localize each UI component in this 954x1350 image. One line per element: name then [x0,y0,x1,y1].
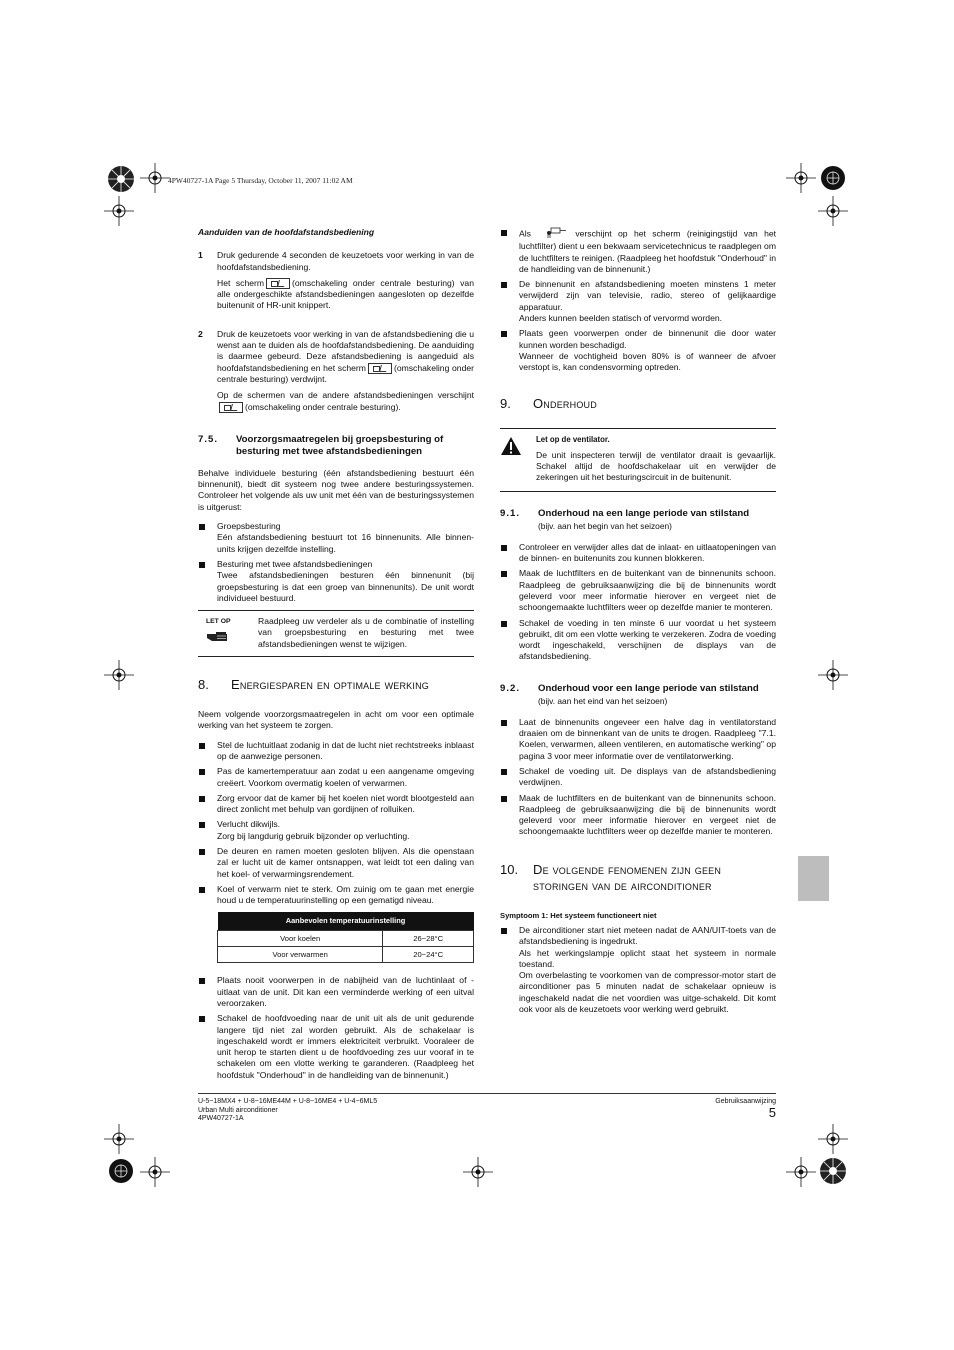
step-text: Druk gedurende 4 seconden de keuzetoets voor werking in van de hoofdafstandsbediening. [217,250,474,272]
list-item: Besturing met twee afstandsbedieningen Twee afstandsbedieningen besturen één binnenunit (bij groepsbesturing is dat een groep van binnenunits). De unit wordt individueel bestuurd. [198,559,474,604]
section-9-1-heading: 9.1. Onderhoud na een lange periode van stilstand (bijv. aan het begin van het seizoen) [500,507,750,531]
symptom-title: Symptoom 1: Het systeem functioneert niet [500,910,657,920]
list-item: De deuren en ramen moeten gesloten blijven. Als die openstaan zal er lucht uit de kamer ontsnappen, wat leidt tot een daling van het koel- of verwarmingsrendement. [198,846,474,880]
step-number: 1 [198,250,203,261]
footer-doc-title: Gebruiksaanwijzing [715,1098,776,1105]
registration-mark-crosshair-top-left-outer [104,162,138,196]
step-1 [198,250,474,316]
list-item: De airconditioner start niet meteen nadat de AAN/UIT-toets van de afstandsbediening is ingedrukt. Als het werkingslampje oplicht staat het systeem in normale toestand. Om overbelasting te voorkomen van de compressor-motor start de airconditioner pas 5 minuten nadat de schakelaar opnieuw is ingeschakeld nadat die net voordien was uitge-schakeld. Dit komt ook voor als de keuzetoets voor werking werd gebruikt. [500,925,776,1015]
list-item: Zorg ervoor dat de kamer bij het koelen niet wordt blootgesteld aan direct zonlicht met behulp van gordijnen of rolluiken. [198,793,474,816]
registration-mark-crosshair-bottom-center [463,1157,493,1187]
filter-cleaning-icon [545,227,567,241]
list-item: De binnenunit en afstandsbediening moeten minstens 1 meter verwijderd zijn van televisie, radio, stereo of gelijkaardige apparatuur. Anders kunnen beelden statisch of vervormd worden. [500,279,776,324]
list-item: Controleer en verwijder alles dat de inlaat- en uitlaatopeningen van de binnen- en buitenunits zou kunnen blokkeren. [500,542,776,565]
warning-triangle-icon [500,434,536,484]
section-10-heading: 10. De volgende fenomenen zijn geen storingen van de airconditioner [500,861,722,893]
footer-doc-info [715,1098,776,1120]
list-item: Schakel de voeding in ten minste 6 uur voordat u het systeem gebruikt, dit om een vlotte werking te verzekeren. Zodra de voeding wordt ingeschakeld, verschijnen de displays van de afstandsbediening. [500,618,776,663]
table-row: Voor koelen 26~28°C [218,930,474,946]
registration-mark-crosshair-right-middle [818,660,848,690]
footer-code: 4PW40727-1A [198,1115,244,1123]
footer-divider [198,1093,776,1094]
table-header: Aanbevolen temperatuurinstelling [218,912,474,930]
list-item: Maak de luchtfilters en de buitenkant van de binnenunits schoon. Raadpleeg de gebruiksaanwijzing die bij de binnenunits wordt geleverd voor meer informatie hierover en vergeet niet de schoongemaakte luchtfilters weer op dezelfde manier te monteren. [500,793,776,838]
table-row: Voor verwarmen 20~24°C [218,947,474,963]
pointing-hand-icon [206,630,258,646]
paragraph: Behalve individuele besturing (één afstandsbediening bestuurt één binnenunit), biedt dit systeem nog twee andere besturingssystemen. Controleer het volgende als uw unit met één van de besturingssystemen is uitgerust: [198,467,474,512]
list-item: Pas de kamertemperatuur aan zodat u een aangename omgeving creëert. Voorkom overmatig koelen of verwarmen. [198,766,474,789]
bullet-list [500,925,776,1015]
registration-mark-crosshair-right-lower [818,1124,848,1154]
left-column [198,227,474,1087]
registration-mark-crosshair-left-upper [104,196,134,226]
footer-model: U-5~18MX4 + U-8~16ME44M + U-8~16ME4 + U-4~6ML5 [198,1098,378,1105]
list-item: Laat de binnenunits ongeveer een halve dag in ventilatorstand draaien om de binnenkant van de units te drogen. Raadpleeg "7.1. Koelen, verwarmen, alleen ventileren, en automatische werking" op pagina 3 voor meer informatie over de ventilatorwerking. [500,717,776,762]
list-item: Groepsbesturing Eén afstandsbediening bestuurt tot 16 binnenunits. Alle binnen-units krijgen dezelfde instelling. [198,521,474,555]
recommended-temperature-table [217,912,474,963]
registration-mark-crosshair-left-middle [104,660,134,690]
right-column [500,227,776,1021]
footer-product-info [198,1098,377,1124]
step-text: Het scherm (omschakeling onder centrale besturing) van alle ondergeschikte afstandsbedieningen aangesloten op dezelfde buitenunit of HR-unit knippert. [217,277,474,311]
list-item: Schakel de voeding uit. De displays van de afstandsbediening verdwijnen. [500,766,776,789]
central-control-changeover-icon [266,278,290,289]
registration-mark-solid-top-right [818,163,848,193]
list-item: Stel de luchtuitlaat zodanig in dat de lucht niet rechtstreeks inblaast op de aanwezige personen. [198,740,474,763]
bullet-list [500,542,776,663]
list-item: Maak de luchtfilters en de buitenkant van de binnenunits schoon. Raadpleeg de gebruiksaanwijzing die bij de binnenunits wordt geleverd voor meer informatie hierover en vergeet niet de schoongemaakte luchtfilters weer op dezelfde manier te monteren. [500,568,776,613]
registration-mark-crosshair-bottom-right [786,1157,816,1187]
bullet-list [198,521,474,604]
subsection-title-main-remote: Aanduiden van de hoofdafstandsbediening [198,227,375,237]
chapter-tab-marker [798,856,829,901]
step-2 [198,329,474,418]
bullet-list [500,227,776,374]
central-control-changeover-icon [368,363,392,374]
list-item: Schakel de hoofdvoeding naar de unit uit als de unit gedurende langere tijd niet zal worden gebruikt. Als de schakelaar is ingeschakeld wordt er immers elektriciteit verbruikt. Vooraleer de unit herop te starten dient u de hoofdvoeding zes uur vooraf in te schakelen om een vlotte werking te garanderen. (Raadpleeg het hoofdstuk "Onderhoud" in de handleiding van de binnenunit.) [198,1013,474,1081]
registration-mark-starburst-bottom-right [816,1154,850,1188]
registration-mark-crosshair-top-right [786,163,816,193]
page-number: 5 [768,1105,776,1120]
registration-mark-crosshair-top-left [140,163,170,193]
caution-note [198,610,474,657]
step-number: 2 [198,328,203,339]
list-item: Koel of verwarm niet te sterk. Om zuinig om te gaan met energie houd u de temperatuurinstelling op een gematigd niveau. [198,884,474,907]
list-item: Plaats nooit voorwerpen in de nabijheid van de luchtinlaat of -uitlaat van de unit. Dit kan een verminderde werking of een uitval veroorzaken. [198,975,474,1009]
registration-mark-crosshair-bottom-left [140,1157,170,1187]
warning-title: Let op de ventilator. [536,434,610,444]
warning-note [500,428,776,492]
list-item: Verlucht dikwijls. Zorg bij langdurig gebruik bijzonder op verluchting. [198,819,474,842]
section-9-heading: 9. Onderhoud [500,395,597,411]
section-8-heading: 8. Energiesparen en optimale werking [198,677,429,693]
list-item: Plaats geen voorwerpen onder de binnenunit die door water kunnen worden beschadigd. Wanneer de vochtigheid boven 80% is of wanneer de afvoer verstopt is, kan condensvorming optreden. [500,328,776,373]
paragraph: Neem volgende voorzorgsmaatregelen in acht om voor een optimale werking van het systeem te zorgen. [198,709,474,731]
registration-mark-crosshair-left-lower [104,1124,134,1154]
registration-mark-solid-bottom-left [106,1156,136,1186]
footer-product: Urban Multi airconditioner [198,1106,278,1114]
caution-text: Raadpleeg uw verdeler als u de combinatie of instelling van groepsbesturing en besturing met twee afstandsbedieningen wenst te wijzigen. [258,616,474,649]
print-job-header: 4PW40727-1A Page 5 Thursday, October 11, 2007 11:02 AM [168,176,353,185]
section-note: (bijv. aan het eind van het seizoen) [538,695,668,706]
step-text: Druk de keuzetoets voor werking in van de afstandsbediening die u wenst aan te duiden als de hoofdafstandsbediening. De aanduiding is daarmee gebeurd. Deze afstandsbediening is aangeduid als hoofdafstandsbediening en het scherm (omschakeling onder centrale besturing) verdwijnt. [217,328,475,384]
registration-mark-crosshair-right-upper [818,196,848,226]
list-item: Als verschijnt op het scherm (reinigingstijd van het luchtfilter) dient u een bekwaam servicetechnicus te raadplegen om de luchtfilters te reinigen. (Raadpleeg het hoofdstuk "Onderhoud" in de handleiding van de binnenunit.) [500,227,776,275]
bullet-list [500,717,776,838]
bullet-list [198,740,474,907]
section-note: (bijv. aan het begin van het seizoen) [538,520,672,531]
warning-text: De unit inspecteren terwijl de ventilator draait is gevaarlijk. Schakel altijd de hoofdschakelaar uit en verwijder de zekeringen uit het besturingscircuit in de buitenunit. [536,449,776,483]
bullet-list [198,975,474,1081]
step-text: Op de schermen van de andere afstandsbedieningen verschijnt(omschakeling onder centrale besturing). [217,390,474,412]
section-7-5-heading: 7.5. Voorzorgsmaatregelen bij groepsbesturing of besturing met twee afstandsbedieningen [198,433,444,457]
central-control-changeover-icon [219,402,243,413]
section-9-2-heading: 9.2. Onderhoud voor een lange periode van stilstand (bijv. aan het eind van het seizoen) [500,682,759,706]
caution-label: LET OP [206,618,231,626]
